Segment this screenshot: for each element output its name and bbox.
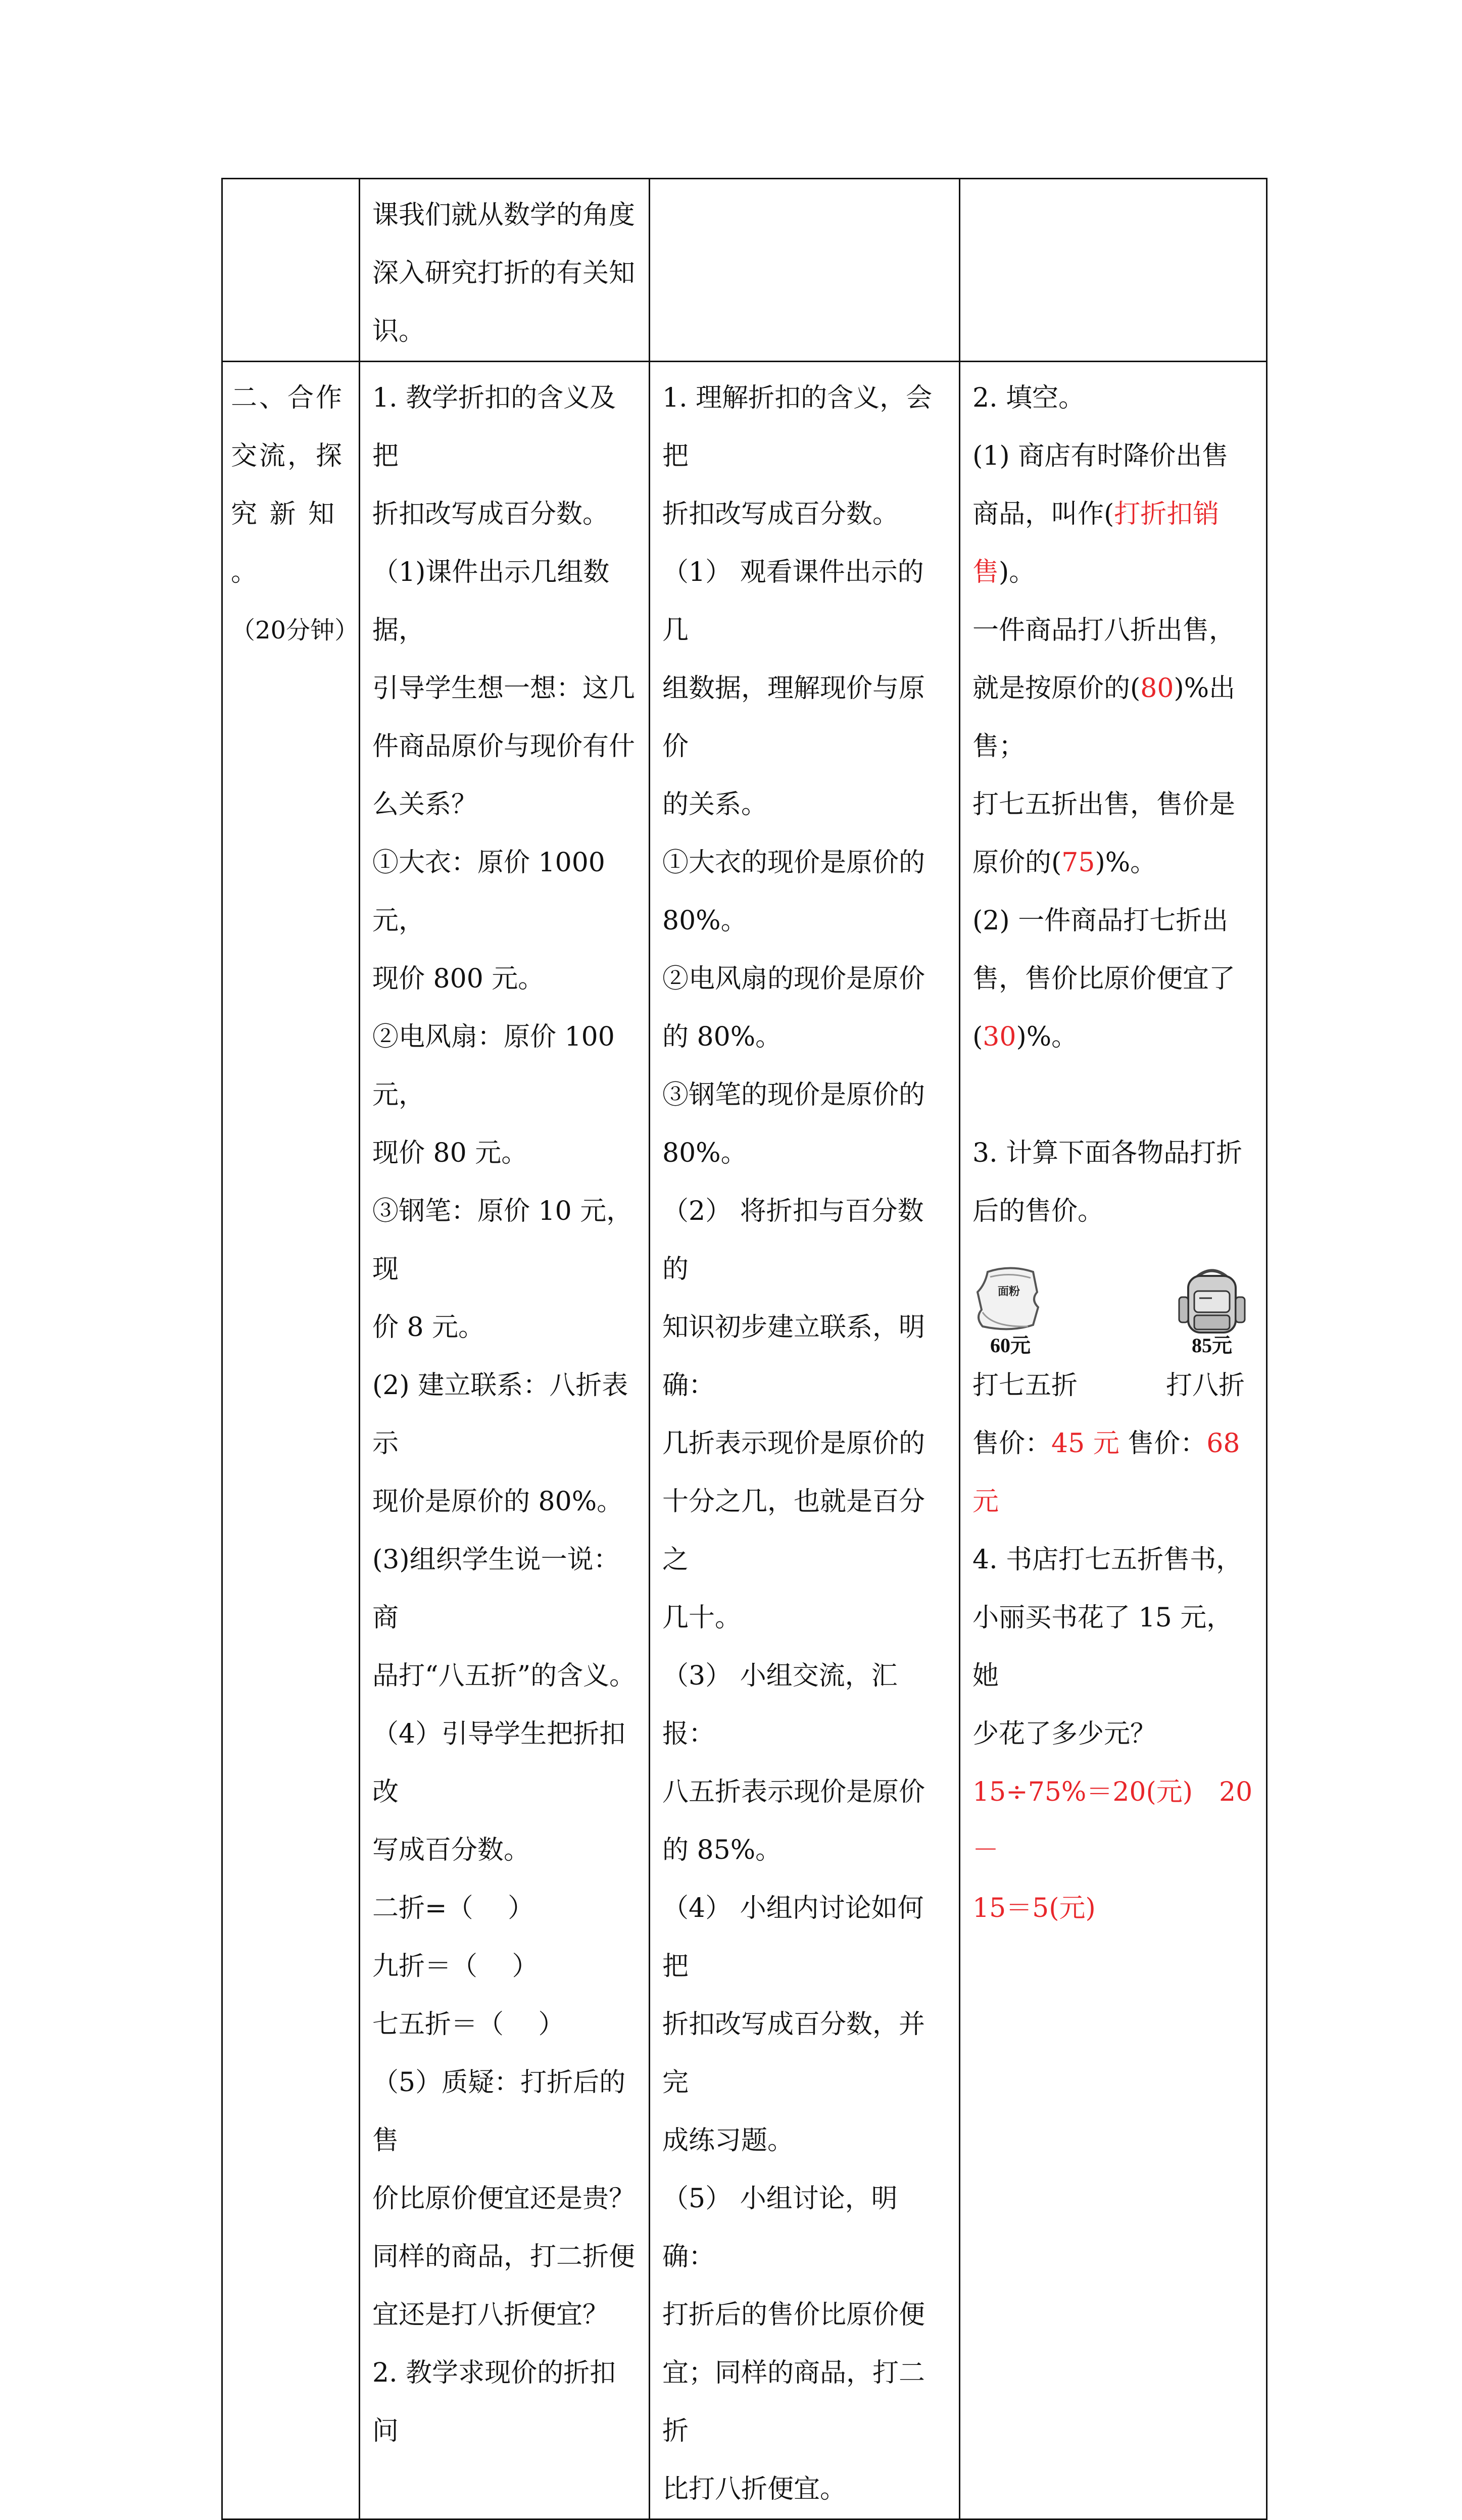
sale-price-row — [972, 1415, 1255, 1531]
stage-cell — [222, 362, 360, 2519]
text-line: 么关系？ — [372, 789, 478, 820]
answer-text: 30 — [983, 1022, 1016, 1052]
backpack-item — [1174, 1262, 1250, 1357]
text-line: 的 80%。 — [662, 1022, 782, 1052]
text-line: （4）引导学生把折扣改 — [372, 1719, 626, 1807]
student-activity-cell — [650, 362, 960, 2519]
question-4-title: 4. 书店打七五折售书， — [972, 1545, 1243, 1575]
text-line: 打七五折出售，售价是 — [972, 789, 1236, 820]
text-line: 引导学生想一想：这几 — [372, 673, 636, 704]
text-line: （4） 小组内讨论如何把 — [662, 1893, 924, 1982]
sale-label: 售价： — [1128, 1428, 1207, 1459]
text-line — [972, 1008, 1255, 1066]
text-line: 七五折＝（ ） — [372, 2009, 565, 2040]
text-line: ①大衣：原价 1000 元， — [372, 848, 605, 936]
text-line: 1. 教学折扣的含义及把 — [372, 383, 616, 471]
text-line: 80%。 — [662, 906, 747, 936]
text-line: 课我们就从数学的角度 — [372, 200, 636, 230]
sale-label: 售价： — [972, 1428, 1052, 1459]
answer-line: 15＝5(元) — [972, 1893, 1096, 1923]
text-line: 的 85%。 — [662, 1835, 782, 1865]
lesson-plan-table — [221, 178, 1268, 2520]
text-line: （1） 观看课件出示的几 — [662, 557, 924, 646]
flour-price: 60元 — [990, 1334, 1031, 1357]
text-line: 一件商品打八折出售， — [972, 615, 1236, 646]
sale-price-2: 68 元 — [972, 1428, 1240, 1517]
text-line: （5） 小组讨论，明确： — [662, 2184, 898, 2272]
text-line: （3） 小组交流，汇报： — [662, 1661, 898, 1749]
text-line: 现价 80 元。 — [372, 1138, 528, 1168]
text-line: 的关系。 — [662, 789, 768, 820]
text-fragment: )%。 — [1016, 1022, 1078, 1052]
text-line: 成练习题。 — [662, 2126, 794, 2156]
student-activity-cell-empty — [650, 179, 960, 362]
stage-line: 二、合作 — [231, 383, 345, 413]
text-line: ①大衣的现价是原价的 — [662, 848, 925, 878]
text-line: 宜还是打八折便宜？ — [372, 2300, 609, 2330]
text-line: 件商品原价与现价有什 — [372, 731, 636, 762]
practice-cell — [960, 362, 1267, 2519]
sale-price-1: 45 元 — [1051, 1428, 1119, 1459]
teacher-activity-cell — [360, 179, 650, 362]
text-line: （1)课件出示几组数据， — [372, 557, 610, 646]
teacher-activity-cell — [360, 362, 650, 2519]
text-line: 少花了多少元？ — [972, 1719, 1157, 1749]
text-line: 价 8 元。 — [372, 1312, 485, 1343]
question-3-title: 3. 计算下面各物品打折 — [972, 1138, 1243, 1168]
text-line: 写成百分数。 — [372, 1835, 530, 1865]
text-fragment: )%。 — [1095, 848, 1157, 878]
text-line — [972, 660, 1255, 776]
text-line: 折扣改写成百分数。 — [372, 499, 609, 529]
text-line: 现价是原价的 80%。 — [372, 1487, 623, 1517]
text-line: 九折＝（ ） — [372, 1951, 539, 1982]
text-line: 几折表示现价是原价的 — [662, 1428, 925, 1459]
text-fragment: 商品，叫作( — [972, 499, 1114, 529]
question-2-title: 2. 填空。 — [972, 383, 1085, 413]
text-line: (2) 建立联系：八折表示 — [372, 1370, 628, 1459]
text-line: 知识初步建立联系，明确： — [662, 1312, 925, 1401]
text-line: 二折=（ ） — [372, 1893, 534, 1923]
text-line: 深入研究打折的有关知 — [372, 258, 636, 288]
text-fragment: 就是按原价的( — [972, 673, 1141, 704]
flour-bag-icon — [972, 1262, 1048, 1338]
flour-item — [972, 1262, 1048, 1357]
text-line: （5）质疑：打折后的售 — [372, 2067, 626, 2156]
stage-cell-empty — [222, 179, 360, 362]
answer-text: 80 — [1140, 673, 1174, 704]
stage-time: （20分钟） — [231, 616, 359, 645]
text-fragment: ( — [972, 1022, 983, 1052]
stage-line: 究 新 知 。 — [231, 499, 337, 587]
text-line: 折扣改写成百分数，并完 — [662, 2009, 925, 2098]
text-line: 组数据，理解现价与原价 — [662, 673, 925, 762]
text-line: 2. 教学求现价的折扣问 — [372, 2358, 616, 2446]
text-line: 1. 理解折扣的含义，会把 — [662, 383, 933, 471]
product-images — [972, 1241, 1255, 1357]
text-line: 宜；同样的商品，打二折 — [662, 2358, 925, 2446]
text-fragment: )%出售； — [972, 673, 1236, 762]
text-line: ②电风扇：原价 100 元， — [372, 1022, 615, 1110]
text-line: 八五折表示现价是原价 — [662, 1777, 925, 1807]
text-line: 十分之几，也就是百分之 — [662, 1487, 925, 1575]
answer-text: 75 — [1061, 848, 1095, 878]
table-row — [222, 362, 1267, 2519]
text-line: 80%。 — [662, 1138, 747, 1168]
flour-label: 面粉 — [997, 1286, 1020, 1298]
text-line: 同样的商品，打二折便 — [372, 2242, 636, 2272]
text-line: 现价 800 元。 — [372, 964, 545, 994]
text-line: 打折后的售价比原价便 — [662, 2300, 925, 2330]
text-fragment: )。 — [999, 557, 1036, 587]
text-line: 售，售价比原价便宜了 — [972, 964, 1236, 994]
text-line: (2) 一件商品打七折出 — [972, 906, 1229, 936]
text-line: (3)组织学生说一说：商 — [372, 1545, 620, 1633]
answer-text: 打折扣销售 — [972, 499, 1220, 587]
table-row — [222, 179, 1267, 362]
stage-line: 交流，探 — [231, 441, 345, 471]
text-line: (1) 商店有时降价出售 — [972, 441, 1229, 471]
text-line: 比打八折便宜。 — [662, 2474, 847, 2504]
text-line: 品打“八五折”的含义。 — [372, 1661, 636, 1691]
text-line: ②电风扇的现价是原价 — [662, 964, 925, 994]
backpack-icon — [1174, 1262, 1250, 1338]
text-line: ③钢笔：原价 10 元，现 — [372, 1196, 633, 1284]
text-line: 几十。 — [662, 1603, 742, 1633]
backpack-price: 85元 — [1192, 1334, 1232, 1357]
text-line: ③钢笔的现价是原价的 — [662, 1080, 925, 1110]
text-line: 小丽买书花了 15 元，她 — [972, 1603, 1233, 1691]
text-line: 识。 — [372, 316, 425, 347]
discount-row — [972, 1357, 1255, 1415]
text-line: 折扣改写成百分数。 — [662, 499, 899, 529]
text-line: 价比原价便宜还是贵？ — [372, 2184, 636, 2214]
practice-cell-empty — [960, 179, 1267, 362]
text-fragment: 原价的( — [972, 848, 1062, 878]
blank-line — [972, 1066, 1255, 1124]
text-line — [972, 834, 1255, 892]
answer-line: 15÷75%＝20(元) 20－ — [972, 1777, 1253, 1865]
text-line: 后的售价。 — [972, 1196, 1104, 1226]
discount-1: 打七五折 — [972, 1370, 1078, 1401]
text-line: （2） 将折扣与百分数的 — [662, 1196, 924, 1284]
text-line — [972, 485, 1255, 602]
discount-2: 打八折 — [1165, 1370, 1245, 1401]
